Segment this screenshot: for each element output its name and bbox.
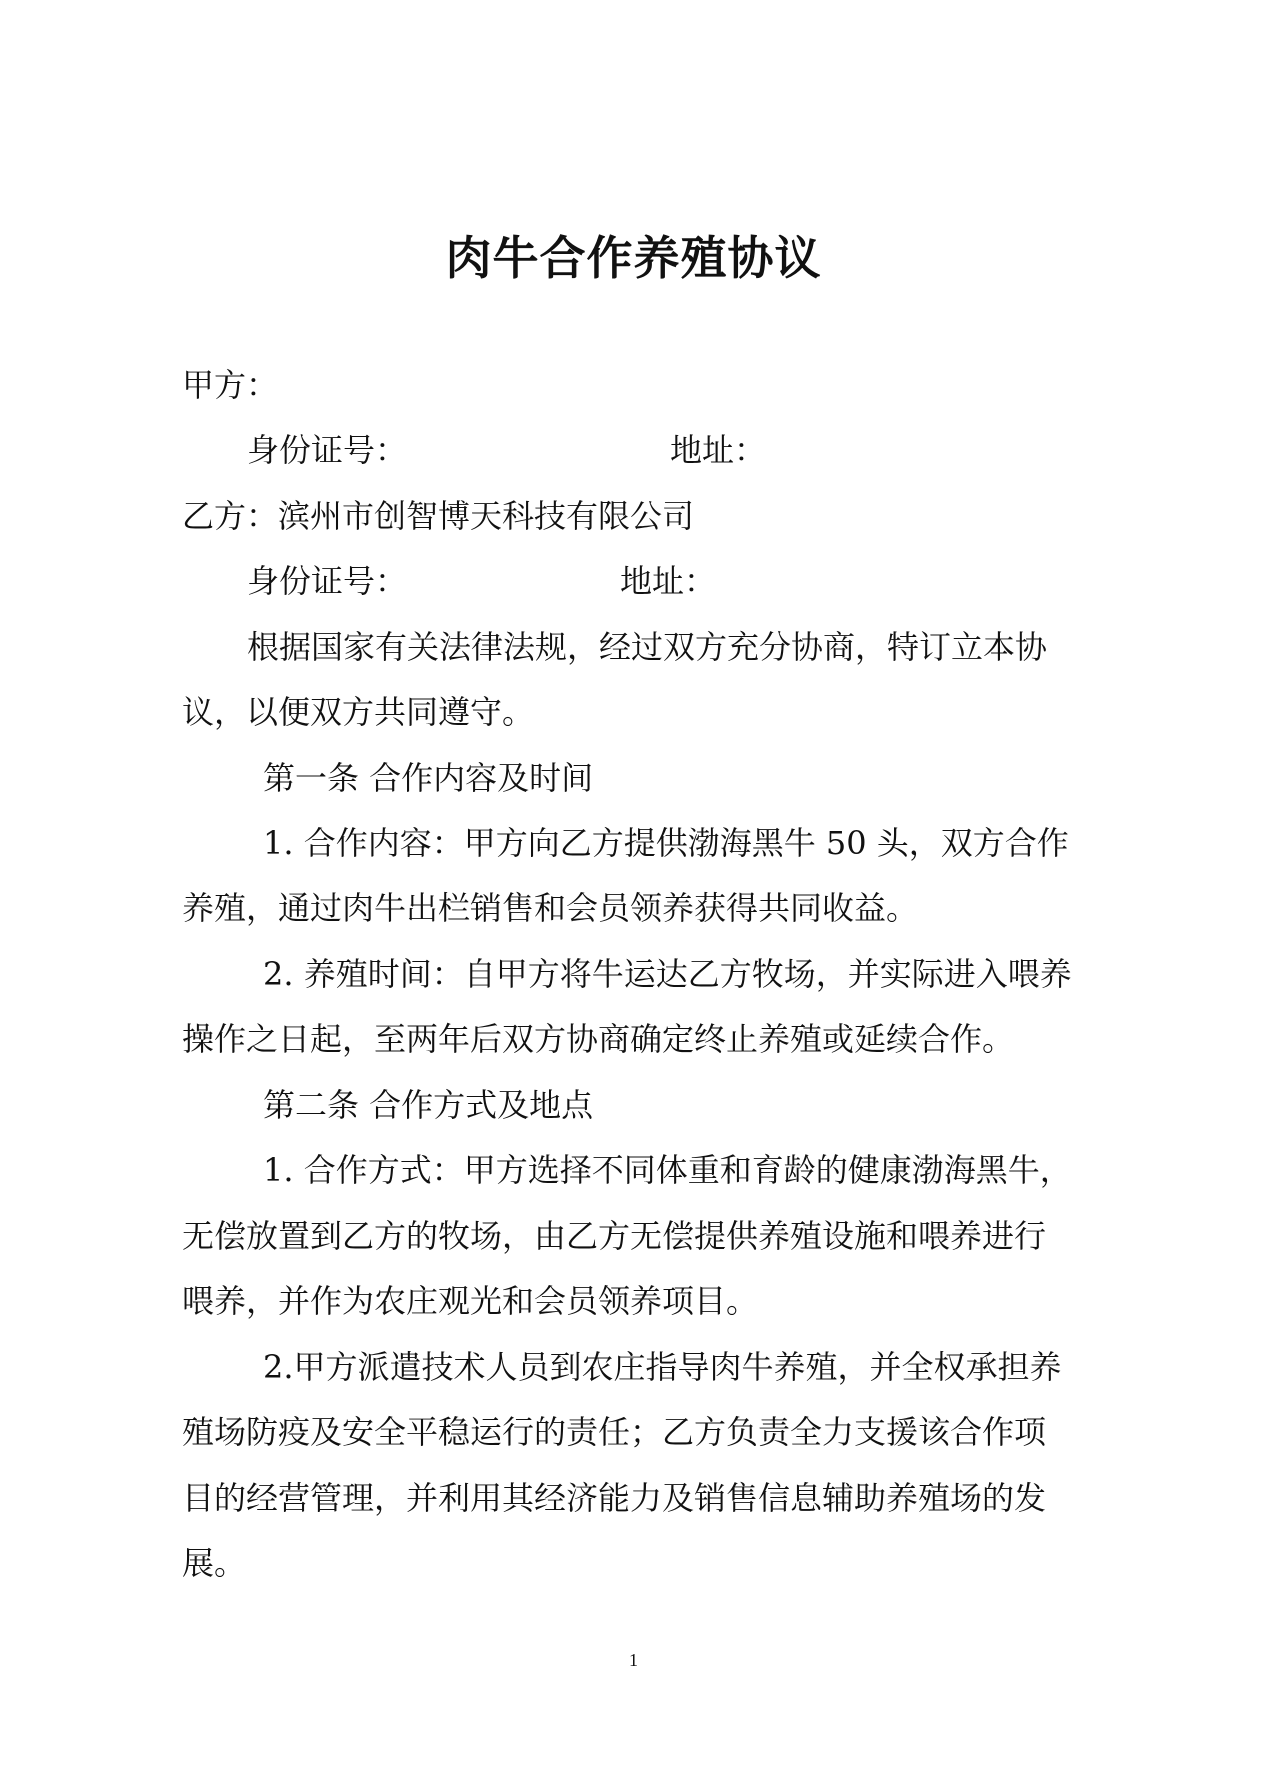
article-1-para-1-line-2: 养殖，通过肉牛出栏销售和会员领养获得共同收益。 <box>182 889 919 927</box>
intro-line-2: 议，以便双方共同遵守。 <box>182 693 535 731</box>
party-b-id-label: 身份证号： <box>247 562 408 600</box>
article-2-heading: 第二条 合作方式及地点 <box>263 1086 594 1124</box>
article-2-para-2-line-2: 殖场防疫及安全平稳运行的责任；乙方负责全力支援该合作项 <box>182 1413 1047 1451</box>
party-a-address-label: 地址： <box>670 431 767 469</box>
party-a-line: 甲方： <box>182 366 279 404</box>
article-2-para-2-line-1: 2.甲方派遣技术人员到农庄指导肉牛养殖，并全权承担养 <box>263 1348 1062 1386</box>
article-1-para-1-line-1: 1. 合作内容：甲方向乙方提供渤海黑牛 50 头，双方合作 <box>263 824 1069 862</box>
party-a-id-label: 身份证号： <box>247 431 408 469</box>
article-1-para-2-line-2: 操作之日起，至两年后双方协商确定终止养殖或延续合作。 <box>182 1020 1015 1058</box>
article-2-para-1-line-2: 无偿放置到乙方的牧场，由乙方无偿提供养殖设施和喂养进行 <box>182 1217 1047 1255</box>
article-1-heading: 第一条 合作内容及时间 <box>263 759 594 797</box>
article-2-para-1-line-3: 喂养，并作为农庄观光和会员领养项目。 <box>182 1282 759 1320</box>
intro-line-1: 根据国家有关法律法规，经过双方充分协商，特订立本协 <box>247 628 1048 666</box>
party-b-address-label: 地址： <box>620 562 717 600</box>
page-number: 1 <box>629 1650 638 1670</box>
article-2-para-1-line-1: 1. 合作方式：甲方选择不同体重和育龄的健康渤海黑牛， <box>263 1151 1072 1189</box>
article-1-para-2-line-1: 2. 养殖时间：自甲方将牛运达乙方牧场，并实际进入喂养 <box>263 955 1072 993</box>
document-title: 肉牛合作养殖协议 <box>445 231 822 285</box>
article-2-para-2-line-3: 目的经营管理，并利用其经济能力及销售信息辅助养殖场的发 <box>182 1479 1047 1517</box>
article-2-para-2-line-4: 展。 <box>182 1544 247 1582</box>
party-b-line: 乙方：滨州市创智博天科技有限公司 <box>182 497 695 535</box>
